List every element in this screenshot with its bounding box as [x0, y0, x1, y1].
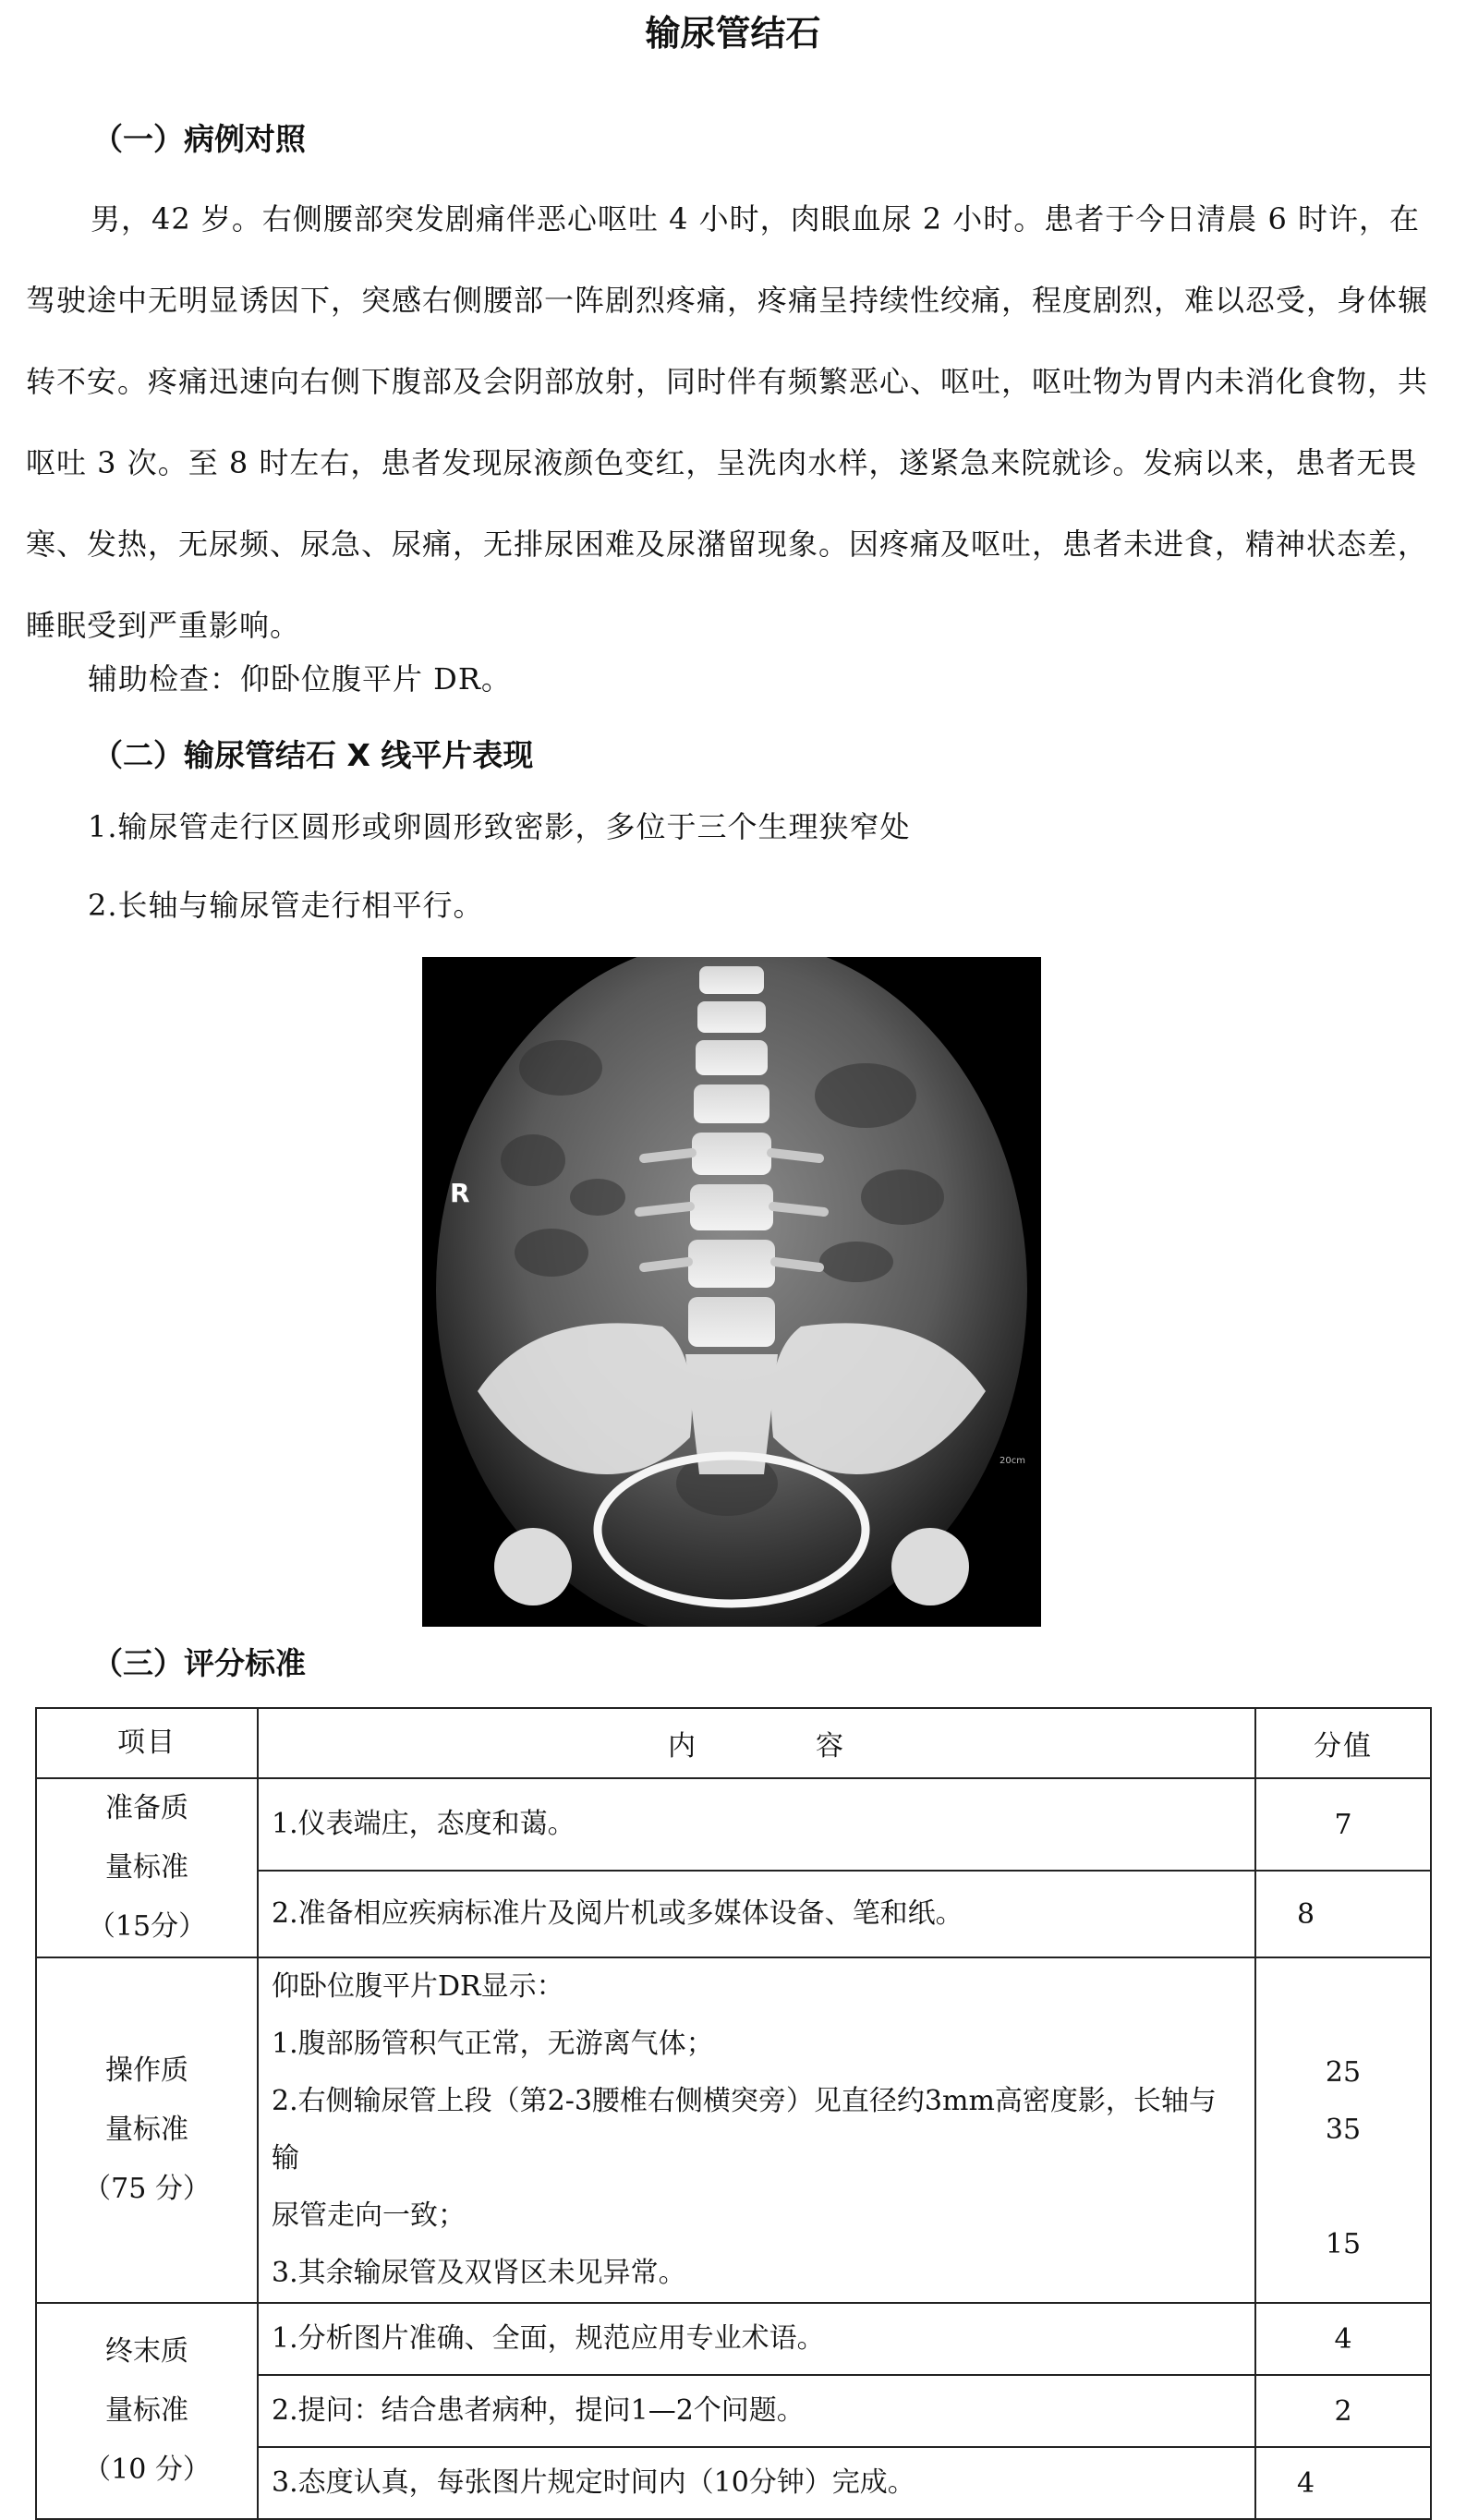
finding-item-2: 2.长轴与输尿管走行相平行。: [88, 888, 484, 923]
category-line: 量标准: [105, 2394, 188, 2427]
content-cell: 1.分析图片准确、全面，规范应用专业术语。: [258, 2303, 1255, 2375]
scale-label: 20cm: [1000, 1456, 1025, 1466]
page-title: 输尿管结石: [645, 13, 821, 54]
header-item: 项目: [36, 1708, 258, 1778]
value-cell: 8: [1255, 1871, 1431, 1957]
content-line: 尿管走向一致；: [272, 2199, 466, 2232]
content-cell: 2.准备相应疾病标准片及阅片机或多媒体设备、笔和纸。: [258, 1871, 1255, 1957]
header-value: 分值: [1255, 1708, 1431, 1778]
category-operation: [36, 1957, 258, 2303]
value-line: 25: [1325, 2056, 1362, 2089]
category-line: （75 分）: [83, 2173, 211, 2205]
value-line: 35: [1325, 2114, 1362, 2146]
content-cell: 2.提问：结合患者病种，提问1—2个问题。: [258, 2375, 1255, 2447]
value-cell: 4: [1255, 2447, 1431, 2519]
xray-graphic: [422, 957, 1041, 1627]
table-row: [36, 2303, 1431, 2375]
category-line: 操作质: [105, 2054, 188, 2087]
table-row: [36, 1957, 1431, 2303]
content-line: 1.腹部肠管积气正常，无游离气体；: [272, 2028, 714, 2060]
content-line: 仰卧位腹平片DR显示：: [272, 1970, 564, 2003]
content-line: 3.其余输尿管及双肾区未见异常。: [272, 2257, 686, 2289]
header-content: 内 容: [258, 1708, 1255, 1778]
value-line: 15: [1325, 2228, 1362, 2260]
content-cell: [258, 1957, 1255, 2303]
table-header-row: [36, 1708, 1431, 1778]
finding-item-1: 1.输尿管走行区圆形或卵圆形致密影，多位于三个生理狭窄处: [88, 809, 911, 844]
section-heading-case: （一）病例对照: [92, 121, 306, 157]
category-preparation: [36, 1778, 258, 1957]
side-marker: R: [450, 1178, 470, 1208]
category-line: 终末质: [105, 2335, 188, 2368]
category-line: 量标准: [105, 2114, 188, 2146]
table-row: [36, 1778, 1431, 1871]
case-text: 男，42 岁。右侧腰部突发剧痛伴恶心呕吐 4 小时，肉眼血尿 2 小时。患者于今日清晨 6 时许，在驾驶途中无明显诱因下，突感右侧腰部一阵剧烈疼痛，疼痛呈持续性绞痛，程度剧烈，难以忍受，身体辗转不安。疼痛迅速向右侧下腹部及会阴部放射，同时伴有频繁恶心、呕吐，呕吐物为胃内未消化食物，共呕吐 3 次。至 8 时左右，患者发现尿液颜色变红，呈洗肉水样，遂紧急来院就诊。发病以来，患者无畏寒、发热，无尿频、尿急、尿痛，无排尿困难及尿潴留现象。因疼痛及呕吐，患者未进食，精神状态差，睡眠受到严重影响。: [26, 201, 1429, 643]
section-heading-xray: （二）输尿管结石 X 线平片表现: [92, 737, 534, 773]
value-cell: 4: [1255, 2303, 1431, 2375]
auxiliary-exam: 辅助检查：仰卧位腹平片 DR。: [88, 661, 512, 697]
content-cell: 3.态度认真，每张图片规定时间内（10分钟）完成。: [258, 2447, 1255, 2519]
scoring-table: [35, 1707, 1432, 2520]
value-cell: 2: [1255, 2375, 1431, 2447]
category-line: 准备质: [105, 1792, 188, 1824]
category-final: [36, 2303, 258, 2519]
case-description: [26, 178, 1439, 666]
content-line: 2.右侧输尿管上段（第2-3腰椎右侧横突旁）见直径约3mm高密度影，长轴与输: [272, 2085, 1217, 2175]
value-cell: 7: [1255, 1778, 1431, 1871]
value-cell: [1255, 1957, 1431, 2303]
section-heading-scoring: （三）评分标准: [92, 1645, 306, 1681]
value-line: [1269, 2159, 1417, 2216]
content-cell: 1.仪表端庄，态度和蔼。: [258, 1778, 1255, 1871]
category-line: （10 分）: [83, 2453, 211, 2486]
xray-image: [422, 957, 1041, 1627]
value-line: [1269, 1987, 1417, 2044]
category-line: （15分）: [87, 1910, 207, 1943]
category-line: 量标准: [105, 1851, 188, 1884]
